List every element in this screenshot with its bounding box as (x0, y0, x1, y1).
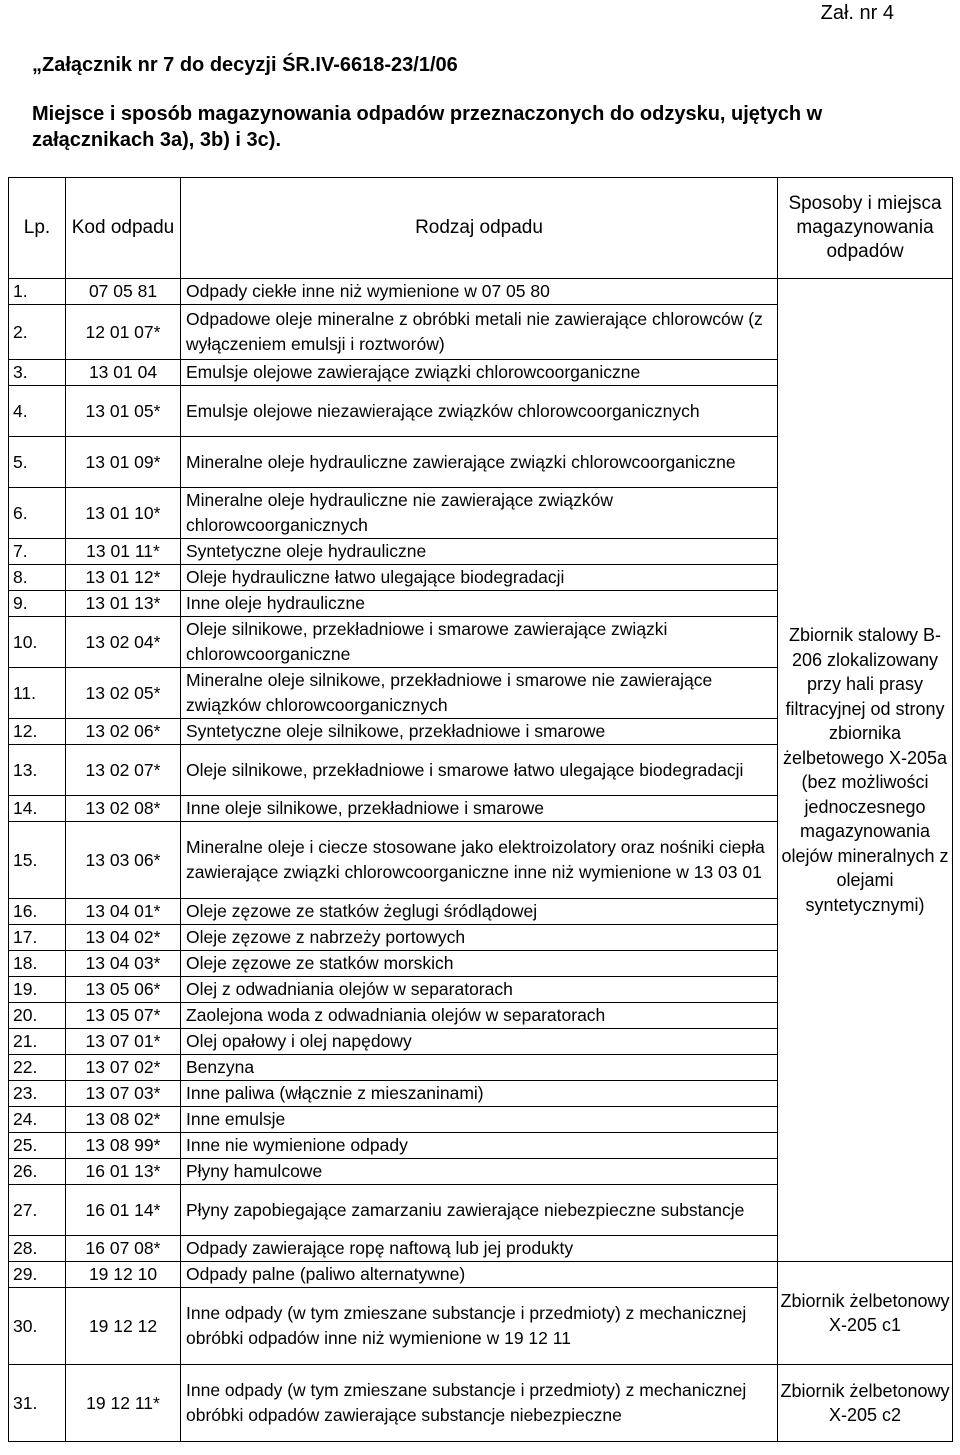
document-subtitle: Miejsce i sposób magazynowania odpadów przeznaczonych do odzysku, ujętych w załącznikach 3a), 3b) i 3c). (32, 103, 823, 151)
table-row (9, 1365, 953, 1442)
cell-kod: 13 07 03* (66, 1081, 181, 1107)
cell-lp: 18. (9, 951, 66, 977)
cell-rodzaj: Mineralne oleje hydrauliczne zawierające związki chlorowcoorganiczne (181, 437, 778, 488)
cell-lp: 16. (9, 899, 66, 925)
cell-lp: 13. (9, 745, 66, 796)
cell-rodzaj: Inne paliwa (włącznie z mieszaninami) (181, 1081, 778, 1107)
cell-lp: 8. (9, 565, 66, 591)
cell-rodzaj: Emulsje olejowe niezawierające związków chlorowcoorganicznych (181, 386, 778, 437)
cell-rodzaj: Syntetyczne oleje silnikowe, przekładniowe i smarowe (181, 719, 778, 745)
cell-lp: 7. (9, 539, 66, 565)
cell-rodzaj: Emulsje olejowe zawierające związki chlorowcoorganiczne (181, 360, 778, 386)
cell-rodzaj: Oleje silnikowe, przekładniowe i smarowe zawierające związki chlorowcoorganiczne (181, 617, 778, 668)
table-row (9, 1262, 953, 1288)
cell-rodzaj: Inne nie wymienione odpady (181, 1133, 778, 1159)
cell-rodzaj: Oleje silnikowe, przekładniowe i smarowe łatwo ulegające biodegradacji (181, 745, 778, 796)
cell-lp: 31. (9, 1365, 66, 1442)
cell-lp: 17. (9, 925, 66, 951)
cell-kod: 13 01 12* (66, 565, 181, 591)
cell-lp: 28. (9, 1236, 66, 1262)
table-header-row (9, 178, 953, 279)
cell-lp: 2. (9, 305, 66, 360)
cell-rodzaj: Olej z odwadniania olejów w separatorach (181, 977, 778, 1003)
cell-lp: 5. (9, 437, 66, 488)
cell-lp: 30. (9, 1288, 66, 1365)
cell-kod: 13 03 06* (66, 822, 181, 899)
cell-kod: 16 01 14* (66, 1185, 181, 1236)
cell-kod: 13 04 02* (66, 925, 181, 951)
document-title: „Załącznik nr 7 do decyzji ŚR.IV-6618-23/1/06 (32, 54, 458, 76)
cell-lp: 9. (9, 591, 66, 617)
cell-lp: 22. (9, 1055, 66, 1081)
cell-rodzaj: Inne emulsje (181, 1107, 778, 1133)
cell-lp: 26. (9, 1159, 66, 1185)
cell-lp: 6. (9, 488, 66, 539)
cell-rodzaj: Płyny hamulcowe (181, 1159, 778, 1185)
cell-kod: 13 08 02* (66, 1107, 181, 1133)
cell-rodzaj: Zaolejona woda z odwadniania olejów w separatorach (181, 1003, 778, 1029)
cell-kod: 07 05 81 (66, 279, 181, 305)
cell-lp: 27. (9, 1185, 66, 1236)
cell-kod: 19 12 12 (66, 1288, 181, 1365)
cell-kod: 19 12 10 (66, 1262, 181, 1288)
cell-rodzaj: Inne oleje silnikowe, przekładniowe i smarowe (181, 796, 778, 822)
cell-kod: 13 07 01* (66, 1029, 181, 1055)
cell-rodzaj: Płyny zapobiegające zamarzaniu zawierające niebezpieczne substancje (181, 1185, 778, 1236)
cell-lp: 23. (9, 1081, 66, 1107)
table-row (9, 279, 953, 305)
cell-storage-group2: Zbiornik żelbetonowy X-205 c1 (778, 1262, 953, 1365)
cell-kod: 13 04 03* (66, 951, 181, 977)
cell-lp: 29. (9, 1262, 66, 1288)
cell-kod: 13 02 06* (66, 719, 181, 745)
cell-lp: 11. (9, 668, 66, 719)
cell-lp: 3. (9, 360, 66, 386)
cell-lp: 19. (9, 977, 66, 1003)
cell-kod: 13 05 06* (66, 977, 181, 1003)
cell-kod: 13 05 07* (66, 1003, 181, 1029)
header-lp: Lp. (9, 178, 66, 279)
cell-lp: 15. (9, 822, 66, 899)
cell-lp: 4. (9, 386, 66, 437)
cell-kod: 13 01 09* (66, 437, 181, 488)
cell-lp: 12. (9, 719, 66, 745)
cell-kod: 13 08 99* (66, 1133, 181, 1159)
cell-kod: 13 02 08* (66, 796, 181, 822)
cell-rodzaj: Mineralne oleje silnikowe, przekładniowe i smarowe nie zawierające związków chlorowcoorganicznych (181, 668, 778, 719)
cell-rodzaj: Mineralne oleje hydrauliczne nie zawierające związków chlorowcoorganicznych (181, 488, 778, 539)
cell-kod: 13 02 04* (66, 617, 181, 668)
cell-kod: 13 01 13* (66, 591, 181, 617)
cell-rodzaj: Syntetyczne oleje hydrauliczne (181, 539, 778, 565)
cell-rodzaj: Odpady palne (paliwo alternatywne) (181, 1262, 778, 1288)
cell-kod: 13 01 10* (66, 488, 181, 539)
cell-kod: 13 02 05* (66, 668, 181, 719)
cell-storage-group1: Zbiornik stalowy B-206 zlokalizowany przy hali prasy filtracyjnej od strony zbiornika żelbetowego X-205a (bez możliwości jednoczesnego magazynowania olejów mineralnych z olejami syntetycznymi) (778, 279, 953, 1262)
cell-kod: 13 01 11* (66, 539, 181, 565)
cell-rodzaj: Mineralne oleje i ciecze stosowane jako elektroizolatory oraz nośniki ciepła zawierające związki chlorowcoorganiczne inne niż wymienione w 13 03 01 (181, 822, 778, 899)
cell-kod: 12 01 07* (66, 305, 181, 360)
cell-rodzaj: Odpadowe oleje mineralne z obróbki metali nie zawierające chlorowców (z wyłączeniem emulsji i roztworów) (181, 305, 778, 360)
cell-kod: 13 07 02* (66, 1055, 181, 1081)
cell-rodzaj: Inne odpady (w tym zmieszane substancje i przedmioty) z mechanicznej obróbki odpadów zawierające substancje niebezpieczne (181, 1365, 778, 1442)
cell-lp: 24. (9, 1107, 66, 1133)
cell-rodzaj: Inne odpady (w tym zmieszane substancje i przedmioty) z mechanicznej obróbki odpadów inne niż wymienione w 19 12 11 (181, 1288, 778, 1365)
cell-rodzaj: Inne oleje hydrauliczne (181, 591, 778, 617)
cell-rodzaj: Oleje zęzowe z nabrzeży portowych (181, 925, 778, 951)
header-sposob: Sposoby i miejsca magazynowania odpadów (778, 178, 953, 279)
cell-rodzaj: Odpady zawierające ropę naftową lub jej produkty (181, 1236, 778, 1262)
cell-rodzaj: Oleje hydrauliczne łatwo ulegające biodegradacji (181, 565, 778, 591)
cell-kod: 16 07 08* (66, 1236, 181, 1262)
cell-kod: 13 01 04 (66, 360, 181, 386)
cell-kod: 13 01 05* (66, 386, 181, 437)
header-rodzaj: Rodzaj odpadu (181, 178, 778, 279)
waste-table (8, 177, 953, 1442)
cell-kod: 16 01 13* (66, 1159, 181, 1185)
cell-kod: 13 02 07* (66, 745, 181, 796)
cell-rodzaj: Olej opałowy i olej napędowy (181, 1029, 778, 1055)
cell-lp: 20. (9, 1003, 66, 1029)
cell-rodzaj: Benzyna (181, 1055, 778, 1081)
cell-lp: 10. (9, 617, 66, 668)
cell-kod: 13 04 01* (66, 899, 181, 925)
cell-lp: 25. (9, 1133, 66, 1159)
cell-lp: 1. (9, 279, 66, 305)
cell-rodzaj: Oleje zęzowe ze statków żeglugi śródlądowej (181, 899, 778, 925)
cell-lp: 21. (9, 1029, 66, 1055)
cell-kod: 19 12 11* (66, 1365, 181, 1442)
attachment-number: Zał. nr 4 (820, 2, 894, 24)
cell-rodzaj: Odpady ciekłe inne niż wymienione w 07 05 80 (181, 279, 778, 305)
cell-rodzaj: Oleje zęzowe ze statków morskich (181, 951, 778, 977)
cell-lp: 14. (9, 796, 66, 822)
cell-storage-group3: Zbiornik żelbetonowy X-205 c2 (778, 1365, 953, 1442)
header-kod: Kod odpadu (66, 178, 181, 279)
